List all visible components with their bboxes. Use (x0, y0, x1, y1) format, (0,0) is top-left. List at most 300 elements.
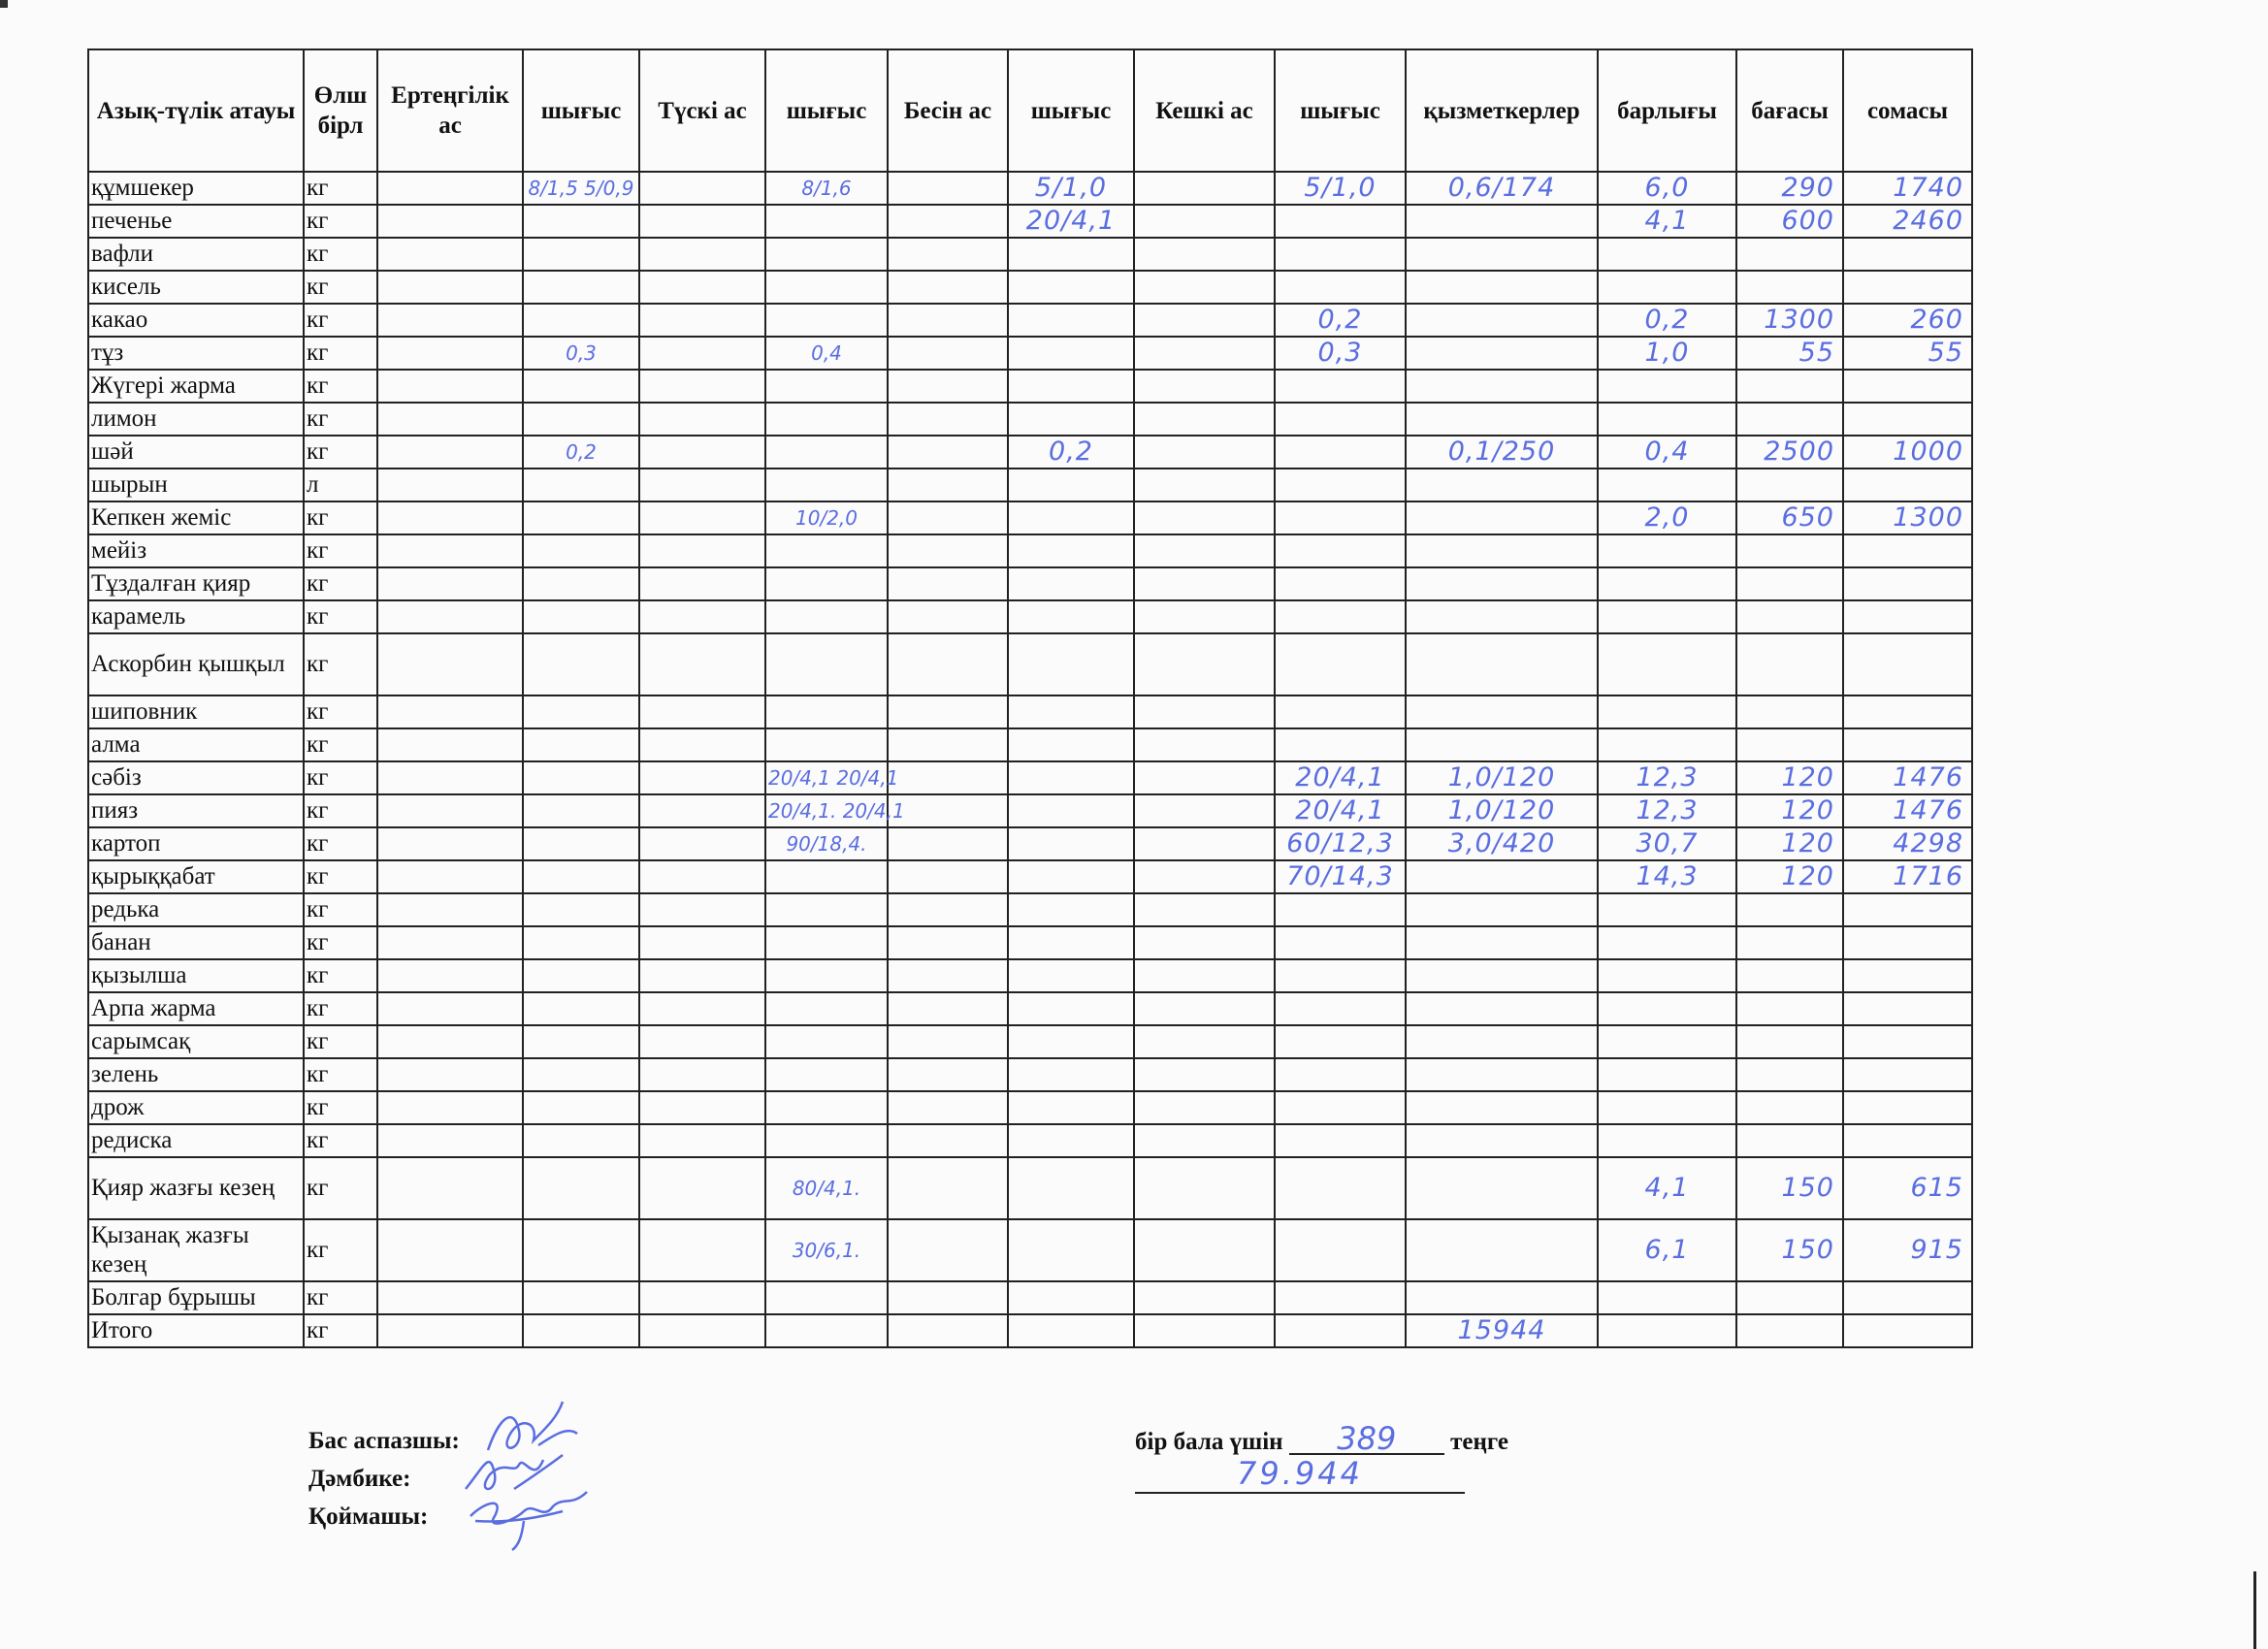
cell-lunch (639, 761, 765, 794)
cell-unit: кг (304, 1025, 377, 1058)
cell-breakfast-expense (523, 469, 639, 501)
table-row (88, 337, 1972, 370)
cell-dinner-expense (1275, 1281, 1406, 1314)
cell-snack-expense (1008, 761, 1134, 794)
cell-total (1598, 1314, 1736, 1347)
cell-breakfast (377, 534, 523, 567)
cell-lunch-expense (765, 238, 888, 271)
cell-snack (888, 926, 1008, 959)
cell-lunch (639, 1157, 765, 1219)
table-row (88, 633, 1972, 695)
cell-dinner-expense (1275, 1025, 1406, 1058)
cell-sum (1843, 1281, 1972, 1314)
cell-breakfast (377, 633, 523, 695)
cell-staff: 1,0/120 (1406, 761, 1598, 794)
cell-product-name: банан (88, 926, 304, 959)
cell-lunch (639, 501, 765, 534)
cell-dinner-expense (1275, 893, 1406, 926)
table-row (88, 567, 1972, 600)
cell-total (1598, 992, 1736, 1025)
cell-snack (888, 469, 1008, 501)
cell-breakfast (377, 238, 523, 271)
cell-snack-expense (1008, 271, 1134, 304)
cell-unit: кг (304, 567, 377, 600)
cell-sum (1843, 370, 1972, 403)
cell-unit: кг (304, 337, 377, 370)
cell-price (1736, 600, 1843, 633)
cell-unit: кг (304, 827, 377, 860)
cell-staff (1406, 1124, 1598, 1157)
cell-breakfast-expense: 0,3 (523, 337, 639, 370)
cell-sum (1843, 1091, 1972, 1124)
cell-dinner (1134, 893, 1275, 926)
cell-dinner (1134, 436, 1275, 469)
cell-dinner (1134, 1219, 1275, 1281)
table-row (88, 534, 1972, 567)
cell-snack-expense (1008, 827, 1134, 860)
cell-total: 6,1 (1598, 1219, 1736, 1281)
cell-breakfast (377, 469, 523, 501)
cell-product-name: Арпа жарма (88, 992, 304, 1025)
cell-lunch (639, 271, 765, 304)
cell-dinner-expense (1275, 959, 1406, 992)
cell-price (1736, 1091, 1843, 1124)
cell-snack-expense (1008, 304, 1134, 337)
cell-staff: 0,6/174 (1406, 172, 1598, 205)
cell-product-name: тұз (88, 337, 304, 370)
table-row (88, 403, 1972, 436)
cell-staff (1406, 695, 1598, 728)
cell-staff (1406, 893, 1598, 926)
cell-total (1598, 728, 1736, 761)
cell-total (1598, 1124, 1736, 1157)
cell-staff (1406, 1157, 1598, 1219)
cell-dinner-expense (1275, 1314, 1406, 1347)
cell-dinner-expense (1275, 1219, 1406, 1281)
cell-total (1598, 1091, 1736, 1124)
cell-dinner-expense (1275, 205, 1406, 238)
cell-lunch-expense (765, 893, 888, 926)
cell-total: 0,2 (1598, 304, 1736, 337)
cell-snack-expense (1008, 1157, 1134, 1219)
cell-breakfast (377, 992, 523, 1025)
cell-breakfast (377, 827, 523, 860)
cell-breakfast (377, 567, 523, 600)
cell-snack-expense (1008, 469, 1134, 501)
cell-unit: кг (304, 794, 377, 827)
cell-dinner-expense (1275, 600, 1406, 633)
cell-sum (1843, 1124, 1972, 1157)
cell-lunch (639, 1219, 765, 1281)
cell-breakfast-expense (523, 1157, 639, 1219)
cell-snack (888, 1091, 1008, 1124)
cell-sum (1843, 893, 1972, 926)
cell-dinner (1134, 1058, 1275, 1091)
cell-dinner-expense: 0,2 (1275, 304, 1406, 337)
cell-lunch-expense: 10/2,0 (765, 501, 888, 534)
cell-sum (1843, 600, 1972, 633)
cell-product-name: Қызанақ жазғы кезең (88, 1219, 304, 1281)
cell-lunch-expense (765, 436, 888, 469)
cell-price (1736, 1314, 1843, 1347)
cell-sum: 55 (1843, 337, 1972, 370)
cell-breakfast (377, 1314, 523, 1347)
cell-breakfast (377, 172, 523, 205)
cell-snack (888, 893, 1008, 926)
cell-sum: 1740 (1843, 172, 1972, 205)
cell-snack (888, 205, 1008, 238)
cell-total (1598, 893, 1736, 926)
cell-unit: кг (304, 1157, 377, 1219)
cell-breakfast-expense (523, 534, 639, 567)
cell-dinner (1134, 695, 1275, 728)
cell-lunch-expense (765, 959, 888, 992)
cell-unit: кг (304, 1091, 377, 1124)
cell-lunch (639, 370, 765, 403)
cell-staff: 0,1/250 (1406, 436, 1598, 469)
cell-lunch-expense (765, 403, 888, 436)
cell-lunch-expense (765, 600, 888, 633)
cell-lunch-expense (765, 728, 888, 761)
cell-total (1598, 926, 1736, 959)
cell-price: 150 (1736, 1157, 1843, 1219)
cell-total: 4,1 (1598, 205, 1736, 238)
table-row (88, 1025, 1972, 1058)
per-child-suffix: теңге (1450, 1429, 1508, 1455)
cell-product-name: Аскорбин қышқыл (88, 633, 304, 695)
cell-lunch-expense: 0,4 (765, 337, 888, 370)
cell-breakfast-expense (523, 1124, 639, 1157)
cell-product-name: Кепкен жеміс (88, 501, 304, 534)
cell-dinner (1134, 567, 1275, 600)
cell-price: 600 (1736, 205, 1843, 238)
cell-total: 12,3 (1598, 794, 1736, 827)
cell-lunch (639, 1124, 765, 1157)
per-child-prefix: бір бала үшін (1135, 1429, 1283, 1455)
cell-lunch-expense (765, 271, 888, 304)
header-lunch-expense: шығыс (765, 49, 888, 172)
cell-lunch (639, 205, 765, 238)
cell-lunch (639, 337, 765, 370)
cell-snack-expense (1008, 1058, 1134, 1091)
cell-sum: 615 (1843, 1157, 1972, 1219)
cell-snack-expense (1008, 926, 1134, 959)
cell-dinner-expense (1275, 1157, 1406, 1219)
cell-breakfast-expense (523, 1091, 639, 1124)
cell-staff (1406, 567, 1598, 600)
storekeeper-signature (466, 1482, 601, 1555)
cell-total (1598, 469, 1736, 501)
cell-breakfast (377, 403, 523, 436)
cell-breakfast-expense (523, 1025, 639, 1058)
cell-dinner (1134, 1281, 1275, 1314)
cell-sum (1843, 403, 1972, 436)
cell-unit: кг (304, 860, 377, 893)
cell-lunch (639, 695, 765, 728)
cell-staff (1406, 271, 1598, 304)
cell-total (1598, 1025, 1736, 1058)
cell-sum: 1300 (1843, 501, 1972, 534)
table-row (88, 238, 1972, 271)
header-dinner-expense: шығыс (1275, 49, 1406, 172)
cell-lunch (639, 1058, 765, 1091)
cell-breakfast-expense (523, 893, 639, 926)
cell-sum (1843, 534, 1972, 567)
cell-breakfast (377, 1058, 523, 1091)
per-child-value: 389 (1289, 1424, 1444, 1455)
cell-dinner-expense (1275, 633, 1406, 695)
cell-staff (1406, 337, 1598, 370)
cell-sum (1843, 695, 1972, 728)
cell-breakfast-expense (523, 1219, 639, 1281)
cell-breakfast (377, 205, 523, 238)
cell-lunch-expense: 30/6,1. (765, 1219, 888, 1281)
cell-lunch-expense (765, 992, 888, 1025)
table-row (88, 205, 1972, 238)
cell-unit: кг (304, 1219, 377, 1281)
cell-staff (1406, 600, 1598, 633)
cell-snack (888, 860, 1008, 893)
cell-product-name: мейіз (88, 534, 304, 567)
cell-dinner (1134, 534, 1275, 567)
cell-staff (1406, 205, 1598, 238)
cell-lunch (639, 794, 765, 827)
food-consumption-table (87, 48, 1973, 1348)
cell-snack-expense (1008, 238, 1134, 271)
cell-dinner (1134, 172, 1275, 205)
cell-sum (1843, 728, 1972, 761)
cell-price: 1300 (1736, 304, 1843, 337)
cell-dinner (1134, 860, 1275, 893)
cell-unit: кг (304, 172, 377, 205)
cell-lunch-expense (765, 567, 888, 600)
cell-lunch (639, 534, 765, 567)
table-row (88, 728, 1972, 761)
cell-breakfast (377, 1025, 523, 1058)
cell-product-name: шиповник (88, 695, 304, 728)
cell-price (1736, 370, 1843, 403)
header-product-name: Азық-түлік атауы (88, 49, 304, 172)
cell-sum: 1476 (1843, 794, 1972, 827)
cell-lunch (639, 1091, 765, 1124)
cell-breakfast-expense (523, 271, 639, 304)
cell-snack (888, 501, 1008, 534)
cell-price (1736, 633, 1843, 695)
cell-breakfast (377, 271, 523, 304)
cell-dinner-expense (1275, 695, 1406, 728)
cell-snack (888, 534, 1008, 567)
cell-price (1736, 959, 1843, 992)
cell-unit: кг (304, 534, 377, 567)
cell-staff (1406, 534, 1598, 567)
cell-snack-expense (1008, 992, 1134, 1025)
cell-product-name: Итого (88, 1314, 304, 1347)
cell-product-name: дрож (88, 1091, 304, 1124)
table-row (88, 992, 1972, 1025)
table-row (88, 600, 1972, 633)
storekeeper-label: Қоймашы: (308, 1504, 429, 1530)
cell-product-name: зелень (88, 1058, 304, 1091)
cell-sum: 4298 (1843, 827, 1972, 860)
cell-dinner-expense (1275, 992, 1406, 1025)
cell-snack-expense (1008, 1025, 1134, 1058)
cell-lunch (639, 403, 765, 436)
cell-sum (1843, 959, 1972, 992)
cell-staff (1406, 1058, 1598, 1091)
cell-unit: л (304, 469, 377, 501)
cell-product-name: қырыққабат (88, 860, 304, 893)
cell-price: 290 (1736, 172, 1843, 205)
cell-dinner-expense (1275, 436, 1406, 469)
cell-snack (888, 794, 1008, 827)
cell-dinner-expense (1275, 1091, 1406, 1124)
cell-breakfast-expense: 8/1,5 5/0,9 (523, 172, 639, 205)
cell-unit: кг (304, 304, 377, 337)
cell-lunch (639, 304, 765, 337)
cell-dinner-expense: 0,3 (1275, 337, 1406, 370)
cell-snack-expense: 5/1,0 (1008, 172, 1134, 205)
cell-lunch-expense (765, 1091, 888, 1124)
table-row (88, 501, 1972, 534)
cell-total: 0,4 (1598, 436, 1736, 469)
cell-snack (888, 567, 1008, 600)
cell-total: 6,0 (1598, 172, 1736, 205)
cell-price (1736, 534, 1843, 567)
cell-total (1598, 633, 1736, 695)
cell-breakfast (377, 1124, 523, 1157)
cell-unit: кг (304, 600, 377, 633)
cell-product-name: сарымсақ (88, 1025, 304, 1058)
cell-lunch (639, 860, 765, 893)
cell-lunch-expense (765, 1058, 888, 1091)
cell-dinner-expense: 70/14,3 (1275, 860, 1406, 893)
cell-unit: кг (304, 1281, 377, 1314)
cell-product-name: шәй (88, 436, 304, 469)
cell-product-name: редька (88, 893, 304, 926)
cell-staff (1406, 728, 1598, 761)
cell-lunch (639, 1314, 765, 1347)
cell-snack (888, 172, 1008, 205)
cell-snack (888, 1058, 1008, 1091)
cell-breakfast (377, 600, 523, 633)
cell-lunch (639, 728, 765, 761)
cell-breakfast (377, 436, 523, 469)
cell-lunch-expense (765, 469, 888, 501)
cell-price (1736, 1058, 1843, 1091)
cell-breakfast-expense (523, 728, 639, 761)
table-row (88, 1281, 1972, 1314)
cell-unit: кг (304, 370, 377, 403)
cell-snack (888, 304, 1008, 337)
cell-total (1598, 1058, 1736, 1091)
cell-sum (1843, 469, 1972, 501)
cell-snack-expense (1008, 534, 1134, 567)
cell-dinner (1134, 1314, 1275, 1347)
table-row (88, 469, 1972, 501)
cell-lunch-expense (765, 860, 888, 893)
cell-price: 120 (1736, 794, 1843, 827)
cell-dinner-expense (1275, 1124, 1406, 1157)
cell-dinner-expense: 60/12,3 (1275, 827, 1406, 860)
cell-staff (1406, 304, 1598, 337)
cell-snack (888, 1219, 1008, 1281)
cell-lunch-expense (765, 926, 888, 959)
cell-lunch (639, 827, 765, 860)
cell-snack-expense (1008, 633, 1134, 695)
cell-product-name: редиска (88, 1124, 304, 1157)
cell-sum (1843, 992, 1972, 1025)
cell-total (1598, 238, 1736, 271)
cell-price (1736, 893, 1843, 926)
cell-dinner-expense (1275, 501, 1406, 534)
cell-dinner (1134, 304, 1275, 337)
cell-dinner (1134, 403, 1275, 436)
cell-lunch-expense: 80/4,1. (765, 1157, 888, 1219)
cell-breakfast-expense (523, 600, 639, 633)
cell-price (1736, 1124, 1843, 1157)
cell-sum (1843, 1314, 1972, 1347)
cell-price (1736, 1025, 1843, 1058)
cell-lunch-expense (765, 695, 888, 728)
cell-dinner (1134, 1025, 1275, 1058)
cell-lunch (639, 600, 765, 633)
header-staff: қызметкерлер (1406, 49, 1598, 172)
cell-snack-expense (1008, 370, 1134, 403)
cell-sum: 1476 (1843, 761, 1972, 794)
cell-sum (1843, 567, 1972, 600)
cell-price (1736, 1281, 1843, 1314)
cell-dinner (1134, 238, 1275, 271)
cell-lunch (639, 633, 765, 695)
cell-sum (1843, 1025, 1972, 1058)
cell-breakfast (377, 860, 523, 893)
cell-breakfast-expense (523, 1281, 639, 1314)
cell-breakfast-expense (523, 633, 639, 695)
table-row (88, 304, 1972, 337)
cell-lunch-expense (765, 304, 888, 337)
cell-lunch (639, 893, 765, 926)
cell-snack (888, 403, 1008, 436)
cell-total (1598, 695, 1736, 728)
cell-snack-expense (1008, 1314, 1134, 1347)
cell-dinner-expense (1275, 567, 1406, 600)
cell-total (1598, 600, 1736, 633)
cell-breakfast (377, 337, 523, 370)
cell-price (1736, 403, 1843, 436)
cell-breakfast-expense (523, 860, 639, 893)
cell-total: 1,0 (1598, 337, 1736, 370)
cell-price: 2500 (1736, 436, 1843, 469)
cell-product-name: вафли (88, 238, 304, 271)
cell-snack (888, 959, 1008, 992)
cell-breakfast-expense (523, 695, 639, 728)
cell-snack-expense: 0,2 (1008, 436, 1134, 469)
cell-lunch-expense (765, 370, 888, 403)
cell-unit: кг (304, 1058, 377, 1091)
table-row (88, 1219, 1972, 1281)
total-amount: 79.944 (1135, 1455, 1465, 1494)
cell-snack-expense (1008, 1124, 1134, 1157)
cell-dinner-expense: 20/4,1 (1275, 761, 1406, 794)
cell-dinner (1134, 926, 1275, 959)
table-row (88, 695, 1972, 728)
cell-snack-expense (1008, 695, 1134, 728)
cell-breakfast-expense (523, 304, 639, 337)
cell-sum (1843, 926, 1972, 959)
cell-staff (1406, 1281, 1598, 1314)
cell-snack-expense (1008, 1219, 1134, 1281)
table-row (88, 271, 1972, 304)
